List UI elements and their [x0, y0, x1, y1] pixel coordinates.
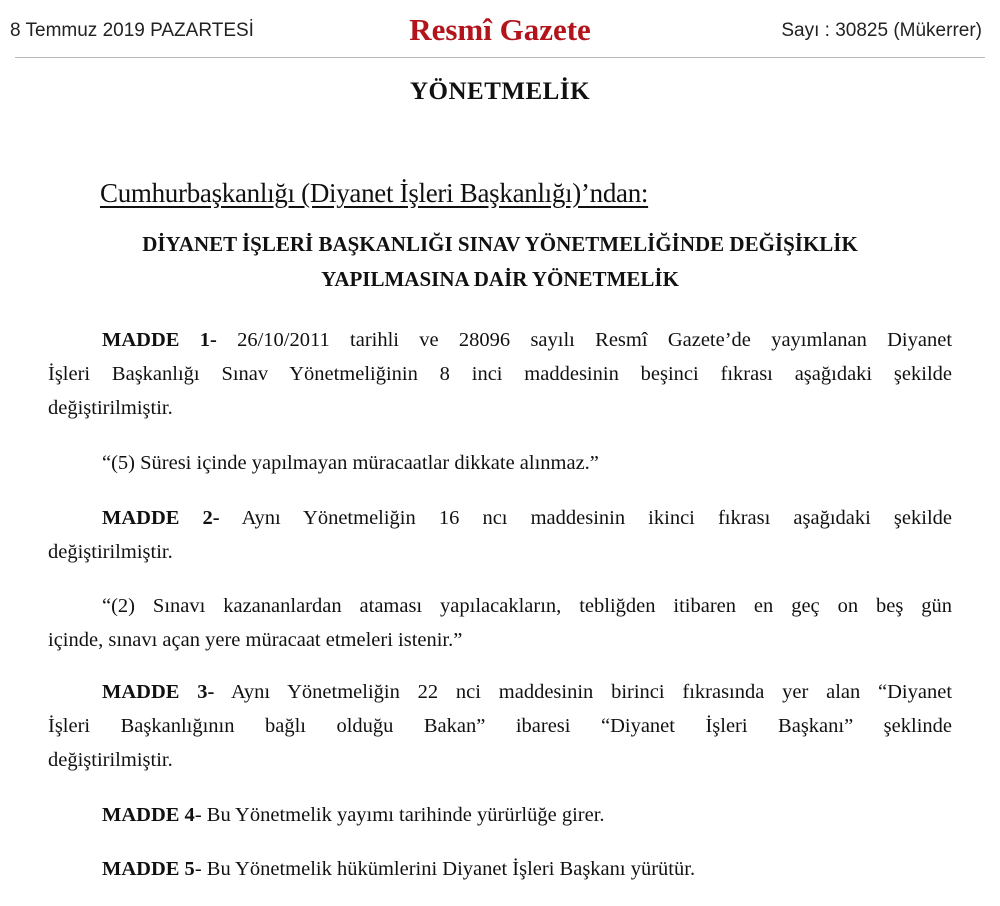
- article-1: [48, 323, 952, 425]
- regulation-title-line-1: DİYANET İŞLERİ BAŞKANLIĞI SINAV YÖNETMELİĞİNDE DEĞİŞİKLİK: [142, 232, 858, 256]
- article-text: - Bu Yönetmelik yayımı tarihinde yürürlüğe girer.: [194, 804, 605, 826]
- header-divider: [15, 57, 985, 58]
- article-label: MADDE 2-: [102, 507, 220, 529]
- article-text: İşleri Başkanlığının bağlı olduğu Bakan” ibaresi “Diyanet İşleri Başkanı” şeklinde: [48, 715, 952, 737]
- article-text: - Bu Yönetmelik hükümlerini Diyanet İşleri Başkanı yürütür.: [194, 858, 696, 880]
- article-text: değiştirilmiştir.: [48, 749, 173, 771]
- quote-1: “(5) Süresi içinde yapılmayan müracaatlar dikkate alınmaz.”: [102, 452, 599, 474]
- gazette-title: Resmî Gazete: [409, 12, 591, 47]
- regulation-title-line-2: YAPILMASINA DAİR YÖNETMELİK: [321, 267, 679, 291]
- article-label: MADDE 5: [102, 858, 195, 880]
- article-text: Aynı Yönetmeliğin 16 ncı maddesinin ikinci fıkrası aşağıdaki şekilde: [241, 507, 952, 529]
- issue-number: Sayı : 30825 (Mükerrer): [781, 20, 982, 41]
- article-text: değiştirilmiştir.: [48, 397, 173, 419]
- article-text: değiştirilmiştir.: [48, 541, 173, 563]
- article-text: Aynı Yönetmeliğin 22 nci maddesinin birinci fıkrasında yer alan “Diyanet: [230, 681, 953, 703]
- article-label: MADDE 3-: [102, 681, 215, 703]
- article-label: MADDE 1-: [102, 329, 217, 351]
- document-type: YÖNETMELİK: [409, 78, 591, 105]
- quote-text: içinde, sınavı açan yere müracaat etmeleri istenir.”: [48, 629, 463, 651]
- article-5: [48, 852, 952, 886]
- article-3: [48, 675, 952, 777]
- article-label: MADDE 4: [102, 804, 195, 826]
- issuer: Cumhurbaşkanlığı (Diyanet İşleri Başkanlığı)’ndan:: [100, 178, 649, 208]
- quote-text: “(2) Sınavı kazananlardan ataması yapılacakların, tebliğden itibaren en geç on beş gün: [102, 595, 952, 617]
- article-4: [48, 798, 952, 832]
- article-2: [48, 501, 952, 569]
- article-text: 26/10/2011 tarihli ve 28096 sayılı Resmî Gazete’de yayımlanan Diyanet: [237, 329, 953, 351]
- header-date: 8 Temmuz 2019 PAZARTESİ: [10, 20, 254, 41]
- quote-2: [48, 589, 952, 657]
- article-text: İşleri Başkanlığı Sınav Yönetmeliğinin 8 inci maddesinin beşinci fıkrası aşağıdaki şekilde: [48, 363, 952, 385]
